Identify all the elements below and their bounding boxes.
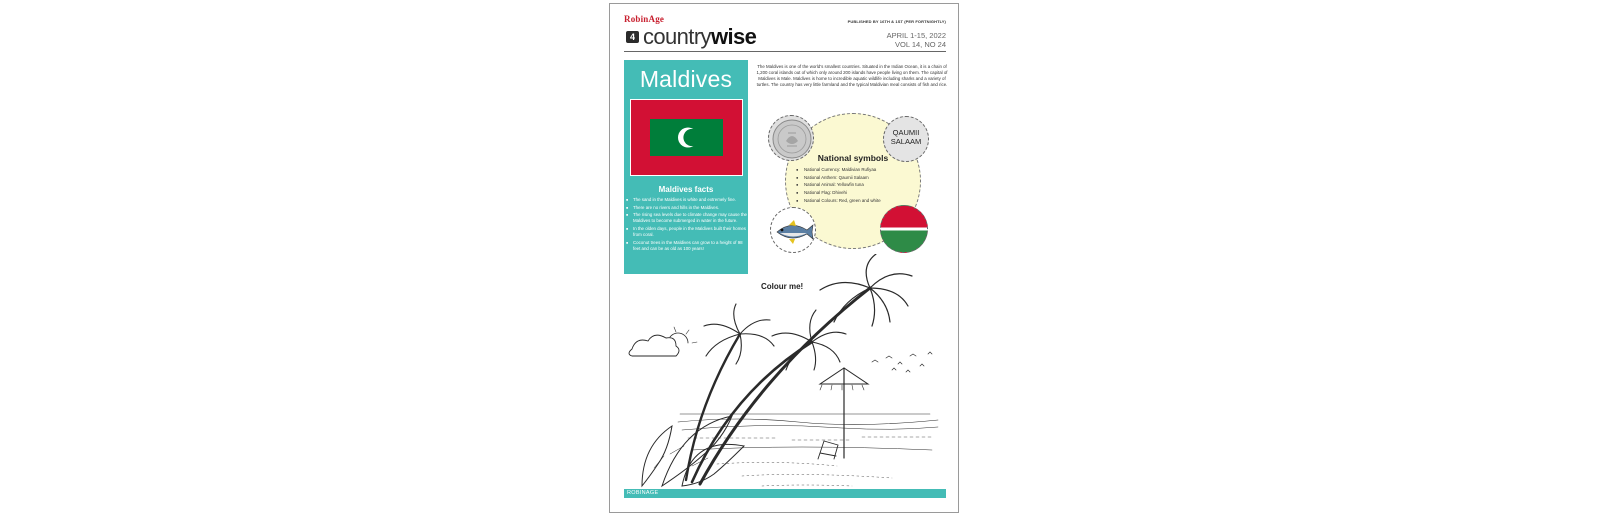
national-symbols-title: National symbols bbox=[817, 153, 889, 163]
symbol-item: ● National Colours: Red, green and white bbox=[796, 197, 916, 205]
fact-item: ■ Coconut trees in the Maldives can grow to a height of 98 feet and can be as old as 100 years! bbox=[626, 240, 747, 252]
section-title bbox=[643, 25, 756, 49]
page-number: 4 bbox=[626, 31, 639, 43]
brand-logo: RobinAge bbox=[624, 14, 665, 24]
footer-label: ROBINAGE bbox=[627, 490, 659, 496]
flag-green-panel bbox=[650, 119, 723, 156]
symbol-item: ● National Animal: Yellowfin tuna bbox=[796, 181, 916, 189]
publication-info: PUBLISHED BY 16TH & 1ST (PER FORTNIGHTLY) bbox=[847, 19, 946, 24]
anthem-line-2: SALAAM bbox=[890, 137, 922, 146]
fact-item: ■ In the olden days, people in the Maldives built their homes from coral. bbox=[626, 226, 747, 238]
facts-title: Maldives facts bbox=[658, 185, 714, 194]
symbol-item: ● National Flag: Dhivehi bbox=[796, 189, 916, 197]
symbol-item: ● National Anthem: Qaumii Salaam bbox=[796, 174, 916, 182]
footer-bar bbox=[624, 489, 946, 498]
tuna-fish-icon bbox=[770, 207, 816, 253]
facts-list bbox=[626, 197, 747, 254]
colour-me-label: Colour me! bbox=[761, 282, 804, 291]
fact-item: ■ There are no rivers and hills in the Maldives. bbox=[626, 205, 747, 211]
intro-paragraph: The Maldives is one of the world’s smallest countries. Situated in the Indian Ocean, it is a chain of 1,200 coral islands out of which only around 200 islands have people living on them. The capital of Maldives is Male. Maldives is home to incredible aquatic wildlife including sharks and a variety of turtles. The country has very little farmland and the typical Maldivian meal consists of fish and rice. bbox=[756, 64, 948, 88]
anthem-line-1: QAUMII bbox=[892, 128, 920, 137]
crescent-icon bbox=[650, 119, 723, 156]
header-rule bbox=[624, 51, 946, 52]
issue-date: APRIL 1-15, 2022 bbox=[886, 31, 946, 40]
issue-info bbox=[887, 31, 946, 49]
section-title-light: country bbox=[643, 24, 711, 49]
magazine-page bbox=[609, 3, 959, 513]
issue-volume: VOL 14, NO 24 bbox=[895, 40, 946, 49]
maldives-flag bbox=[630, 99, 743, 176]
section-title-bold: wise bbox=[710, 24, 757, 49]
national-colours-icon bbox=[880, 205, 928, 253]
symbol-item: ● National Currency: Maldivian Rufiyaa bbox=[796, 166, 916, 174]
national-symbols-list bbox=[796, 166, 916, 205]
country-name: Maldives bbox=[639, 66, 733, 92]
fact-item: ■ The sand in the Maldives is white and extremely fine. bbox=[626, 197, 747, 203]
fact-item: ■ The rising sea levels due to climate change may cause the Maldives to become submerged in water in the future. bbox=[626, 212, 747, 224]
